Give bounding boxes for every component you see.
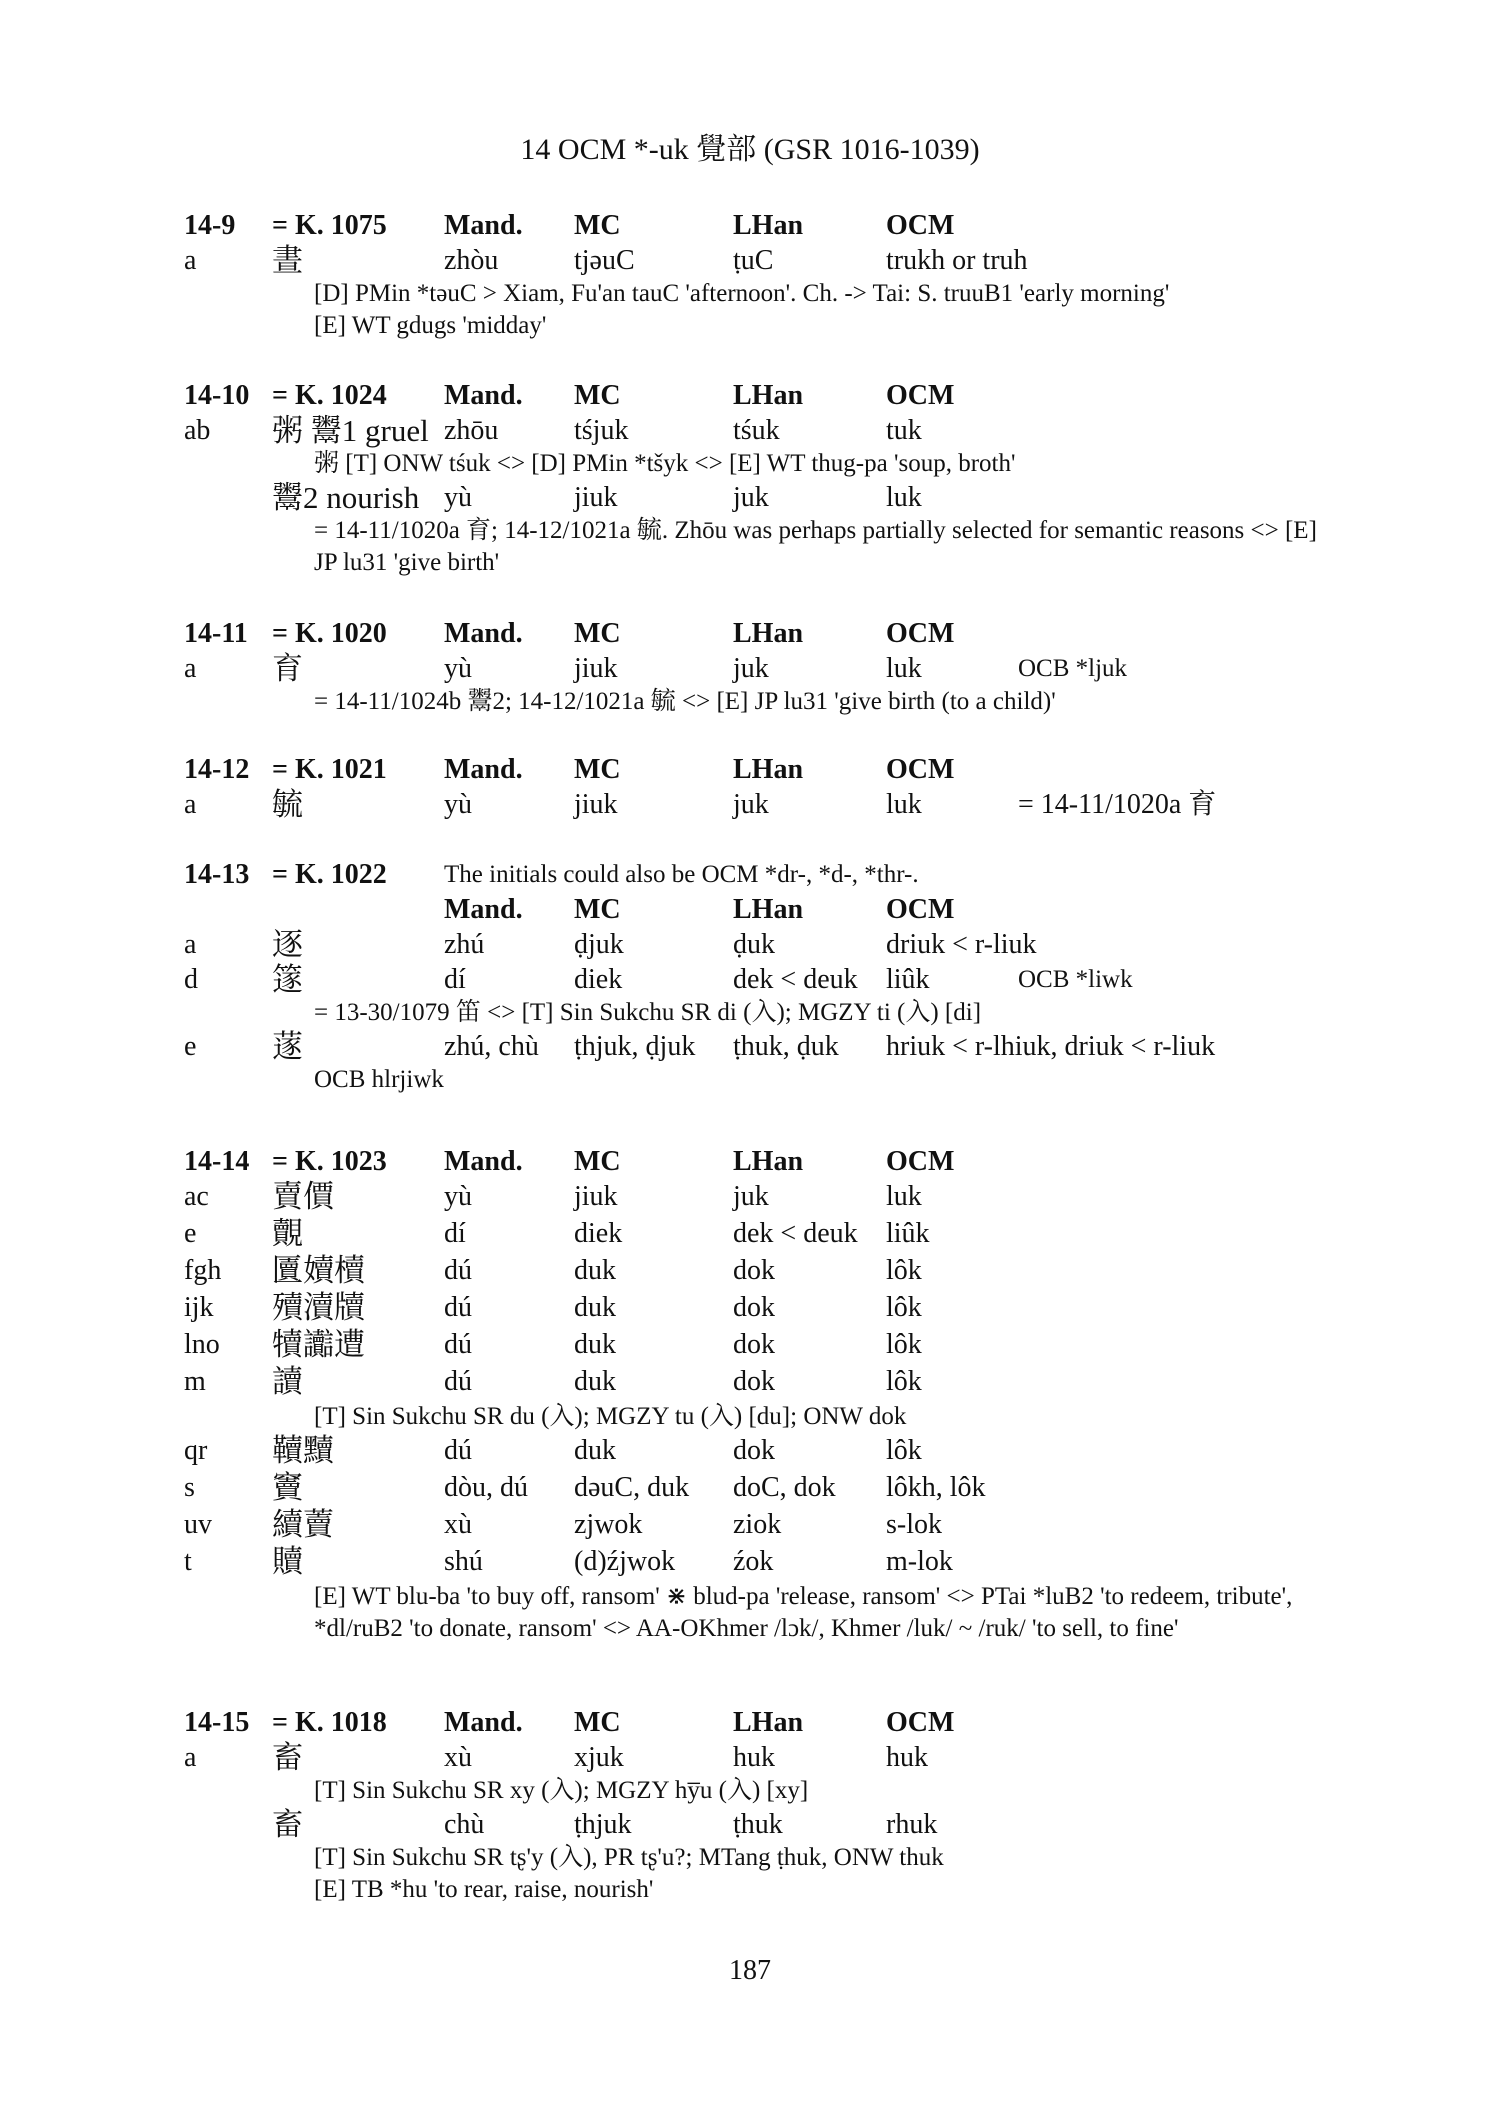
col-label-lhan: LHan	[733, 894, 804, 925]
col-label-lhan: LHan	[733, 1707, 804, 1738]
col-label-mand: Mand.	[444, 894, 523, 925]
character: 竇	[272, 1470, 303, 1505]
middle-chinese: duk	[574, 1366, 616, 1397]
later-han: dek < deuk	[733, 1218, 858, 1249]
later-han: doC, dok	[733, 1472, 836, 1503]
old-chinese: luk	[886, 482, 922, 513]
col-label-mc: MC	[574, 754, 621, 785]
middle-chinese: dəuC, duk	[574, 1472, 690, 1503]
later-han: dok	[733, 1255, 775, 1286]
later-han: dok	[733, 1366, 775, 1397]
col-label-mc: MC	[574, 210, 621, 241]
later-han: juk	[733, 789, 769, 820]
character: 鬻2 nourish	[272, 480, 420, 515]
mandarin: zhú, chù	[444, 1031, 539, 1062]
note: [E] TB *hu 'to rear, raise, nourish'	[314, 1876, 654, 1903]
col-label-mc: MC	[574, 1146, 621, 1177]
row-letter: e	[184, 1031, 197, 1062]
row-letter: qr	[184, 1435, 208, 1466]
later-han: juk	[733, 1181, 769, 1212]
cross-reference: = 14-11/1020a 育	[1018, 789, 1217, 820]
entry-14-10	[0, 378, 1500, 579]
middle-chinese: tjəuC	[574, 245, 635, 276]
note: [T] Sin Sukchu SR xy (入); MGZY hy̅u (入) [xy]	[314, 1777, 809, 1804]
old-chinese: luk	[886, 1181, 922, 1212]
row-letter: e	[184, 1218, 197, 1249]
col-label-ocm: OCM	[886, 1146, 955, 1177]
character: 續藚	[272, 1507, 334, 1542]
character: 畜	[272, 1807, 303, 1842]
old-chinese: lôk	[886, 1292, 922, 1323]
later-han: ḍuk	[733, 929, 775, 960]
row-letter: lno	[184, 1329, 220, 1360]
middle-chinese: diek	[574, 1218, 623, 1249]
entry-intro: The initials could also be OCM *dr-, *d-, *thr-.	[444, 861, 919, 888]
mandarin: xù	[444, 1742, 472, 1773]
later-han: ṭuC	[733, 245, 774, 276]
note: = 13-30/1079 笛 <> [T] Sin Sukchu SR di (入); MGZY ti (入) [di]	[314, 999, 982, 1026]
entry-id: 14-12	[184, 754, 250, 785]
middle-chinese: zjwok	[574, 1509, 643, 1540]
middle-chinese: duk	[574, 1435, 616, 1466]
row-letter: t	[184, 1546, 192, 1577]
col-label-lhan: LHan	[733, 754, 804, 785]
middle-chinese: jiuk	[574, 789, 618, 820]
mandarin: dú	[444, 1292, 472, 1323]
row-letter: ab	[184, 415, 211, 446]
row-letter: uv	[184, 1509, 212, 1540]
col-label-mand: Mand.	[444, 380, 523, 411]
mandarin: dú	[444, 1366, 472, 1397]
karlgren-ref: = K. 1075	[272, 210, 387, 241]
row-letter: s	[184, 1472, 195, 1503]
character: 犢讟遭	[272, 1327, 365, 1362]
old-chinese: liûk	[886, 964, 930, 995]
mandarin: dí	[444, 1218, 466, 1249]
mandarin: xù	[444, 1509, 472, 1540]
mandarin: yù	[444, 482, 472, 513]
entry-id: 14-11	[184, 618, 248, 649]
col-label-mand: Mand.	[444, 210, 523, 241]
entry-id: 14-15	[184, 1707, 250, 1738]
middle-chinese: ṭhjuk, ḍjuk	[574, 1031, 696, 1062]
middle-chinese: jiuk	[574, 482, 618, 513]
old-chinese: liûk	[886, 1218, 930, 1249]
col-label-mand: Mand.	[444, 754, 523, 785]
col-label-ocm: OCM	[886, 380, 955, 411]
page-number: 187	[729, 1955, 771, 1986]
note: [T] Sin Sukchu SR du (入); MGZY tu (入) [du]; ONW dok	[314, 1403, 907, 1430]
col-label-ocm: OCM	[886, 894, 955, 925]
old-chinese: lôk	[886, 1329, 922, 1360]
later-han: dok	[733, 1329, 775, 1360]
entry-14-15	[0, 1705, 1500, 1906]
old-chinese: lôkh, lôk	[886, 1472, 986, 1503]
old-chinese: lôk	[886, 1435, 922, 1466]
col-label-lhan: LHan	[733, 618, 804, 649]
middle-chinese: (d)źjwok	[574, 1546, 676, 1577]
old-chinese: lôk	[886, 1366, 922, 1397]
old-chinese: huk	[886, 1742, 928, 1773]
later-han: dok	[733, 1292, 775, 1323]
row-letter: a	[184, 245, 197, 276]
middle-chinese: jiuk	[574, 1181, 618, 1212]
mandarin: dú	[444, 1255, 472, 1286]
mandarin: shú	[444, 1546, 483, 1577]
later-han: ziok	[733, 1509, 782, 1540]
note: [E] WT blu-ba 'to buy off, ransom' ⋇ blud-pa 'release, ransom' <> PTai *luB2 'to redeem, tribute', *dl/ruB2 'to donate, ransom' <> AA-OKhmer /lɔk/, Khmer /luk/ ~ /ruk/ 'to sell, to fine'	[314, 1583, 1293, 1642]
karlgren-ref: = K. 1023	[272, 1146, 387, 1177]
col-label-mc: MC	[574, 1707, 621, 1738]
later-han: juk	[733, 653, 769, 684]
col-label-ocm: OCM	[886, 210, 955, 241]
entry-id: 14-13	[184, 859, 250, 890]
row-letter: ijk	[184, 1292, 214, 1323]
old-chinese: lôk	[886, 1255, 922, 1286]
note: [D] PMin *təuC > Xiam, Fu'an tauC 'afternoon'. Ch. -> Tai: S. truuB1 'early morning'	[314, 280, 1170, 307]
col-label-mc: MC	[574, 618, 621, 649]
row-letter: d	[184, 964, 198, 995]
old-chinese: s-lok	[886, 1509, 942, 1540]
middle-chinese: xjuk	[574, 1742, 624, 1773]
note: = 14-11/1020a 育; 14-12/1021a 毓. Zhōu was perhaps partially selected for semantic reasons <> [E] JP lu31 'give birth'	[314, 517, 1317, 576]
later-han: dek < deuk	[733, 964, 858, 995]
later-han: juk	[733, 482, 769, 513]
mandarin: chù	[444, 1809, 485, 1840]
mandarin: dòu, dú	[444, 1472, 528, 1503]
middle-chinese: ṭhjuk	[574, 1809, 632, 1840]
karlgren-ref: = K. 1024	[272, 380, 387, 411]
later-han: ṭhuk, ḍuk	[733, 1031, 839, 1062]
mandarin: zhú	[444, 929, 485, 960]
col-label-mc: MC	[574, 380, 621, 411]
later-han: ṭhuk	[733, 1809, 783, 1840]
later-han: źok	[733, 1546, 774, 1577]
old-chinese: trukh or truh	[886, 245, 1028, 276]
row-letter: a	[184, 653, 197, 684]
middle-chinese: duk	[574, 1292, 616, 1323]
old-chinese: luk	[886, 789, 922, 820]
row-letter: a	[184, 789, 197, 820]
entry-14-14	[0, 1144, 1500, 1645]
old-chinese: hriuk < r-lhiuk, driuk < r-liuk	[886, 1031, 1216, 1062]
karlgren-ref: = K. 1018	[272, 1707, 387, 1738]
middle-chinese: jiuk	[574, 653, 618, 684]
character: 逐	[272, 927, 303, 962]
middle-chinese: ḍjuk	[574, 929, 624, 960]
character: 贖	[272, 1544, 303, 1579]
entry-14-12	[0, 752, 1500, 822]
character: 賣價	[272, 1179, 334, 1214]
character: 匵嬻櫝	[272, 1253, 365, 1288]
character: 蓫	[272, 1029, 303, 1064]
col-label-ocm: OCM	[886, 754, 955, 785]
entry-14-11	[0, 616, 1500, 718]
col-label-mand: Mand.	[444, 618, 523, 649]
entry-id: 14-9	[184, 210, 236, 241]
mandarin: yù	[444, 653, 472, 684]
row-letter: ac	[184, 1181, 209, 1212]
middle-chinese: diek	[574, 964, 623, 995]
karlgren-ref: = K. 1021	[272, 754, 387, 785]
entry-id: 14-10	[184, 380, 250, 411]
mandarin: yù	[444, 1181, 472, 1212]
entry-id: 14-14	[184, 1146, 250, 1177]
col-label-mand: Mand.	[444, 1707, 523, 1738]
mandarin: zhòu	[444, 245, 499, 276]
later-han: tśuk	[733, 415, 780, 446]
mandarin: yù	[444, 789, 472, 820]
row-letter: a	[184, 1742, 197, 1773]
col-label-lhan: LHan	[733, 380, 804, 411]
col-label-ocm: OCM	[886, 1707, 955, 1738]
character: 殰瀆牘	[272, 1290, 365, 1325]
later-han: huk	[733, 1742, 775, 1773]
old-chinese: tuk	[886, 415, 922, 446]
ocb-reconstruction: OCB *liwk	[1018, 966, 1133, 993]
mandarin: zhōu	[444, 415, 499, 446]
karlgren-ref: = K. 1020	[272, 618, 387, 649]
col-label-mc: MC	[574, 894, 621, 925]
mandarin: dú	[444, 1329, 472, 1360]
character: 讀	[272, 1364, 303, 1399]
old-chinese: driuk < r-liuk	[886, 929, 1037, 960]
character: 韇黷	[272, 1433, 334, 1468]
mandarin: dú	[444, 1435, 472, 1466]
old-chinese: m-lok	[886, 1546, 953, 1577]
character: 晝	[272, 243, 303, 278]
middle-chinese: duk	[574, 1255, 616, 1286]
note: 粥 [T] ONW tśuk <> [D] PMin *tšyk <> [E] WT thug-pa 'soup, broth'	[314, 450, 1016, 477]
character: 育	[272, 651, 303, 686]
row-letter: m	[184, 1366, 206, 1397]
character: 畜	[272, 1740, 303, 1775]
character: 覿	[272, 1216, 303, 1251]
col-label-lhan: LHan	[733, 210, 804, 241]
entry-14-13	[0, 857, 1500, 1096]
character: 毓	[272, 787, 303, 822]
col-label-lhan: LHan	[733, 1146, 804, 1177]
old-chinese: rhuk	[886, 1809, 938, 1840]
note: [T] Sin Sukchu SR tʂ'y (入), PR tʂ'u?; MTang ṭhuk, ONW thuk	[314, 1844, 944, 1871]
note: = 14-11/1024b 鬻2; 14-12/1021a 毓 <> [E] JP lu31 'give birth (to a child)'	[314, 688, 1056, 715]
page-header: 14 OCM *-uk 覺部 (GSR 1016-1039)	[520, 133, 980, 166]
note: OCB hlrjiwk	[314, 1066, 444, 1093]
note: [E] WT gdugs 'midday'	[314, 312, 547, 339]
ocb-reconstruction: OCB *ljuk	[1018, 655, 1128, 682]
mandarin: dí	[444, 964, 466, 995]
row-letter: a	[184, 929, 197, 960]
character: 篴	[272, 962, 303, 997]
col-label-mand: Mand.	[444, 1146, 523, 1177]
entry-14-9	[0, 208, 1500, 342]
col-label-ocm: OCM	[886, 618, 955, 649]
karlgren-ref: = K. 1022	[272, 859, 387, 890]
old-chinese: luk	[886, 653, 922, 684]
row-letter: fgh	[184, 1255, 222, 1286]
middle-chinese: duk	[574, 1329, 616, 1360]
later-han: dok	[733, 1435, 775, 1466]
middle-chinese: tśjuk	[574, 415, 629, 446]
character: 粥 鬻1 gruel	[272, 413, 429, 448]
